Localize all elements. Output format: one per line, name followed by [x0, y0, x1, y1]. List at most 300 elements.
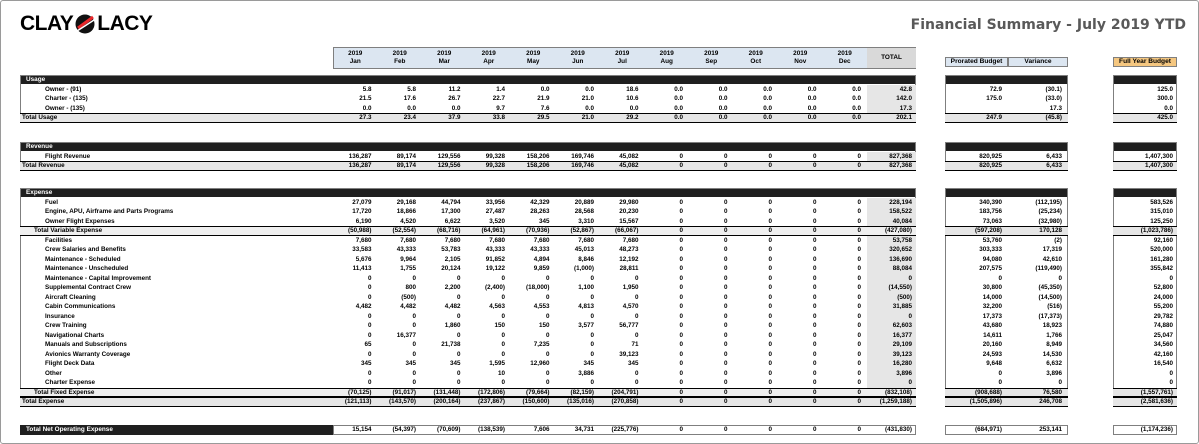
cell-jun: 45,013	[574, 246, 594, 253]
cell-mar: (131,448)	[433, 388, 461, 396]
cell-total: 16,377	[892, 331, 912, 339]
cell-jun: 0	[590, 341, 594, 348]
cell-total: (832,108)	[885, 388, 912, 396]
cell-feb: 89,174	[396, 152, 416, 160]
cell-jan: (50,988)	[348, 227, 372, 234]
cell-jan: 0	[367, 350, 372, 358]
cell-apr: 0	[501, 331, 505, 339]
cell-prorated-budget: 183,756	[979, 208, 1002, 215]
cell-variance: 0	[1058, 274, 1062, 282]
cell-prorated-budget: 0	[998, 379, 1002, 386]
cell-sep: 0	[723, 246, 728, 253]
row-label: Maintenance - Scheduled	[45, 255, 121, 263]
cell-sep: 0	[723, 379, 728, 386]
cell-oct: 0	[768, 236, 772, 244]
cell-aug: 0	[679, 208, 683, 215]
cell-aug: 0	[679, 162, 683, 169]
cell-may: 7,680	[533, 236, 550, 244]
cell-mar: 6,622	[444, 217, 461, 225]
net-cell-jun: 34,731	[574, 426, 594, 433]
cell-feb: (500)	[401, 293, 416, 301]
cell-apr: 7,680	[489, 236, 505, 244]
cell-full-year-budget: 583,526	[1150, 198, 1173, 206]
cell-apr: 0	[501, 312, 505, 320]
cell-full-year-budget: 24,000	[1153, 293, 1173, 301]
cell-oct: 0	[768, 322, 772, 329]
cell-may: 29.5	[537, 114, 550, 121]
cell-prorated-budget: 340,390	[979, 198, 1002, 206]
cell-oct: 0	[768, 398, 772, 405]
cell-variance: 6,632	[1046, 360, 1062, 367]
cell-variance: 246,708	[1039, 398, 1062, 405]
net-cell-aug: 0	[679, 426, 683, 433]
cell-full-year-budget: 300.0	[1157, 95, 1173, 102]
cell-total: 40,084	[892, 217, 912, 225]
cell-jun: 169,746	[571, 162, 594, 169]
cell-total: 29,109	[892, 341, 912, 348]
cell-feb: 0	[412, 379, 416, 386]
cell-jul: 4,570	[622, 303, 639, 310]
cell-aug: 0	[679, 217, 683, 225]
cell-feb: 89,174	[396, 162, 416, 169]
cell-jan: 4,482	[355, 303, 372, 310]
cell-full-year-budget: 52,800	[1153, 284, 1173, 291]
cell-prorated-budget: (908,688)	[975, 388, 1002, 396]
full-year-budget-header: Full Year Budget	[1113, 57, 1177, 67]
cell-jun: (82,159)	[570, 388, 594, 396]
cell-full-year-budget: 74,880	[1153, 322, 1173, 329]
cell-mar: 37.9	[448, 114, 461, 121]
cell-dec: 0	[857, 217, 861, 225]
cell-may: 0	[545, 379, 550, 386]
cell-feb: 0	[412, 350, 416, 358]
cell-nov: 0.0	[807, 114, 817, 121]
cell-oct: 0	[768, 312, 772, 320]
section-header-revenue: Revenue	[20, 142, 916, 151]
cell-nov: 0	[812, 350, 817, 358]
cell-nov: 0	[812, 312, 817, 320]
cell-nov: 0	[812, 369, 817, 377]
cell-aug: 0	[679, 312, 683, 320]
cell-variance: (33.0)	[1045, 95, 1062, 102]
cell-total: 228,194	[889, 198, 912, 206]
cell-sep: 0.0	[718, 104, 728, 112]
cell-jan: 0	[367, 322, 372, 329]
cell-total: 39,123	[892, 350, 912, 358]
cell-may: (79,664)	[526, 388, 550, 396]
row-label: Owner - (135)	[45, 104, 85, 112]
cell-jul: 71	[631, 341, 639, 348]
cell-prorated-budget: 303,333	[979, 246, 1002, 253]
cell-may: 345	[538, 217, 550, 225]
cell-full-year-budget: 0	[1169, 274, 1173, 282]
cell-aug: 0	[679, 303, 683, 310]
net-cell-prorated-budget: (684,971)	[975, 426, 1002, 433]
cell-jan: 27.3	[359, 114, 372, 121]
cell-sep: 0	[723, 217, 728, 225]
cell-total: 88,084	[892, 265, 912, 272]
cell-full-year-budget: 0.0	[1164, 104, 1173, 112]
month-header-oct: 2019 Oct	[748, 50, 763, 65]
cell-may: 4,894	[533, 255, 550, 263]
cell-prorated-budget: (597,208)	[975, 227, 1002, 234]
row-label: Fuel	[45, 198, 58, 206]
cell-aug: 0	[679, 293, 683, 301]
cell-variance: (25,234)	[1038, 208, 1062, 215]
cell-total: 17.3	[899, 104, 912, 112]
section-header-expense: Expense	[20, 188, 916, 197]
cell-variance: 6,433	[1046, 152, 1062, 160]
cell-mar: 26.7	[448, 95, 461, 102]
row-label: Total Revenue	[22, 162, 65, 169]
cell-feb: 4,482	[400, 303, 416, 310]
cell-mar: 20,124	[441, 265, 461, 272]
cell-jul: (66,067)	[615, 227, 639, 234]
cell-apr: 4,563	[489, 303, 505, 310]
cell-mar: 21,738	[441, 341, 461, 348]
cell-may: 0	[545, 331, 550, 339]
cell-jun: 3,577	[578, 322, 594, 329]
cell-variance: (32,980)	[1038, 217, 1062, 225]
cell-apr: 33.8	[492, 114, 505, 121]
cell-dec: 0.0	[852, 85, 861, 93]
cell-dec: 0	[857, 331, 861, 339]
cell-feb: 5.8	[407, 85, 416, 93]
cell-mar: (68,716)	[437, 227, 461, 234]
net-cell-total: (431,830)	[885, 426, 912, 433]
cell-jul: 345	[627, 360, 639, 367]
cell-jul: 45,082	[619, 152, 639, 160]
cell-prorated-budget: 820,925	[979, 162, 1002, 169]
cell-full-year-budget: 425.0	[1157, 114, 1173, 121]
cell-mar: 0	[456, 274, 461, 282]
cell-nov: 0	[812, 152, 817, 160]
cell-oct: 0	[768, 227, 772, 234]
cell-variance: (45.8)	[1045, 114, 1062, 121]
net-cell-variance: 253,141	[1039, 426, 1062, 433]
cell-prorated-budget: 207,575	[979, 265, 1002, 272]
cell-sep: 0	[723, 303, 728, 310]
net-operating-label: Total Net Operating Expense	[20, 425, 333, 435]
cell-apr: 3,520	[489, 217, 505, 225]
cell-sep: 0	[723, 236, 728, 244]
cell-total: 202.1	[896, 114, 912, 121]
row-label: Aircraft Cleaning	[45, 293, 96, 301]
cell-jul: 48,273	[619, 246, 639, 253]
cell-jul: 28,811	[619, 265, 639, 272]
cell-variance: (112,195)	[1035, 198, 1062, 206]
cell-prorated-budget: 14,611	[983, 331, 1002, 339]
cell-nov: 0	[812, 265, 817, 272]
cell-apr: 33,956	[485, 198, 505, 206]
month-header-nov: 2019 Nov	[793, 50, 808, 65]
cell-mar: 0.0	[451, 104, 461, 112]
cell-full-year-budget: (1,557,761)	[1140, 388, 1173, 396]
cell-total: 158,522	[889, 208, 912, 215]
row-label: Cabin Communications	[45, 303, 116, 310]
month-header-may: 2019 May	[526, 50, 541, 65]
cell-oct: 0	[768, 360, 772, 367]
cell-mar: 129,556	[437, 162, 461, 169]
cell-prorated-budget: 72.9	[989, 85, 1002, 93]
net-cell-apr: (138,539)	[478, 426, 505, 433]
row-label: Total Expense	[22, 398, 65, 405]
cell-jan: 0	[367, 379, 372, 386]
cell-feb: 1,755	[400, 265, 416, 272]
cell-sep: 0	[723, 284, 728, 291]
cell-oct: 0.0	[763, 114, 772, 121]
cell-jun: 20,889	[574, 198, 594, 206]
cell-dec: 0	[857, 379, 861, 386]
row-label: Engine, APU, Airframe and Parts Programs	[45, 208, 174, 215]
row-label: Insurance	[45, 312, 75, 320]
cell-aug: 0	[679, 227, 683, 234]
cell-nov: 0.0	[807, 85, 817, 93]
cell-jun: 345	[583, 360, 594, 367]
cell-dec: 0	[857, 274, 861, 282]
cell-total: 42.8	[899, 85, 912, 93]
cell-apr: 27,487	[485, 208, 505, 215]
cell-mar: 44,794	[441, 198, 461, 206]
cell-dec: 0	[857, 255, 861, 263]
cell-dec: 0	[857, 322, 861, 329]
cell-total: 16,280	[892, 360, 912, 367]
cell-may: 9,859	[533, 265, 550, 272]
cell-variance: 3,896	[1046, 369, 1062, 377]
cell-jul: 0	[634, 331, 639, 339]
cell-total: (1,259,188)	[879, 398, 912, 405]
cell-aug: 0.0	[674, 85, 683, 93]
cell-dec: 0.0	[852, 114, 861, 121]
net-cell-mar: (70,609)	[437, 426, 461, 433]
cell-sep: 0	[723, 360, 728, 367]
cell-prorated-budget: 94,080	[982, 255, 1002, 263]
cell-variance: 17,319	[1042, 246, 1062, 253]
cell-nov: 0	[812, 217, 817, 225]
cell-dec: 0	[857, 398, 861, 405]
cell-full-year-budget: 1,407,300	[1144, 152, 1173, 160]
cell-aug: 0	[679, 360, 683, 367]
cell-nov: 0	[812, 322, 817, 329]
row-label: Owner - (91)	[45, 85, 82, 93]
cell-sep: 0.0	[718, 85, 728, 93]
cell-oct: 0	[768, 369, 772, 377]
cell-dec: 0	[857, 369, 861, 377]
cell-dec: 0	[857, 341, 861, 348]
cell-full-year-budget: 315,010	[1150, 208, 1173, 215]
cell-oct: 0	[768, 246, 772, 253]
cell-jan: 17,720	[352, 208, 372, 215]
cell-aug: 0.0	[674, 95, 683, 102]
cell-mar: 7,680	[444, 236, 461, 244]
cell-feb: 18,866	[396, 208, 416, 215]
cell-jul: 18.6	[626, 85, 639, 93]
cell-mar: 4,482	[444, 303, 461, 310]
cell-feb: 29,168	[396, 198, 416, 206]
report-title: Financial Summary - July 2019 YTD	[910, 17, 1186, 33]
cell-mar: 0	[456, 331, 461, 339]
cell-sep: 0	[723, 322, 728, 329]
cell-dec: 0	[857, 284, 861, 291]
cell-variance: (14,500)	[1038, 293, 1062, 301]
cell-apr: 0	[501, 293, 505, 301]
row-label: Crew Training	[45, 322, 87, 329]
cell-oct: 0	[768, 198, 772, 206]
cell-jan: 5,676	[355, 255, 372, 263]
cell-dec: 0	[857, 227, 861, 234]
row-label: Owner Flight Expenses	[45, 217, 115, 225]
cell-sep: 0	[723, 331, 728, 339]
cell-apr: 0	[501, 274, 505, 282]
cell-oct: 0	[768, 303, 772, 310]
cell-nov: 0	[812, 388, 817, 396]
cell-dec: 0	[857, 312, 861, 320]
cell-prorated-budget: 17,373	[982, 312, 1002, 320]
row-label: Facilities	[45, 236, 72, 244]
cell-feb: 43,333	[396, 246, 416, 253]
cell-sep: 0	[723, 255, 728, 263]
cell-prorated-budget: 247.9	[986, 114, 1002, 121]
cell-jan: 136,287	[348, 162, 372, 169]
cell-full-year-budget: 0	[1169, 379, 1173, 386]
cell-jan: 0	[367, 331, 372, 339]
cell-variance: 17.3	[1049, 104, 1062, 112]
cell-jun: 169,746	[571, 152, 594, 160]
month-header-apr: 2019 Apr	[481, 50, 496, 65]
cell-variance: (17,373)	[1038, 312, 1062, 320]
cell-jun: 8,846	[578, 255, 594, 263]
cell-oct: 0	[768, 255, 772, 263]
row-label: Crew Salaries and Benefits	[45, 246, 126, 253]
cell-jul: 39,123	[619, 350, 639, 358]
cell-apr: (172,806)	[478, 388, 505, 396]
cell-prorated-budget: 20,160	[982, 341, 1002, 348]
cell-jun: 3,886	[578, 369, 594, 377]
cell-prorated-budget: 0	[998, 274, 1002, 282]
cell-oct: 0	[768, 284, 772, 291]
cell-nov: 0	[812, 162, 817, 169]
cell-full-year-budget: 92,160	[1153, 236, 1173, 244]
month-header-feb: 2019 Feb	[392, 50, 407, 65]
cell-prorated-budget: 9,648	[986, 360, 1002, 367]
cell-feb: 0	[412, 369, 416, 377]
cell-jun: (135,016)	[567, 398, 594, 405]
cell-jun: 0	[590, 379, 594, 386]
cell-may: 7.6	[540, 104, 550, 112]
cell-nov: 0	[812, 360, 817, 367]
cell-jun: 0	[590, 331, 594, 339]
cell-jun: 21.0	[581, 95, 594, 102]
cell-jan: 0	[367, 284, 372, 291]
cell-feb: 7,680	[400, 236, 416, 244]
cell-dec: 0	[857, 162, 861, 169]
cell-prorated-budget: 24,593	[982, 350, 1002, 358]
cell-sep: 0	[723, 293, 728, 301]
cell-jun: 21.0	[581, 114, 594, 121]
cell-full-year-budget: 34,560	[1153, 341, 1173, 348]
cell-variance: 76,580	[1042, 388, 1062, 396]
cell-oct: 0.0	[763, 85, 772, 93]
row-label: Maintenance - Capital Improvement	[45, 274, 152, 282]
cell-aug: 0	[679, 379, 683, 386]
cell-full-year-budget: 25,047	[1153, 331, 1173, 339]
cell-prorated-budget: 820,925	[979, 152, 1002, 160]
net-cell-jul: (225,776)	[611, 426, 639, 433]
cell-aug: 0	[679, 341, 683, 348]
cell-jan: 0	[367, 312, 372, 320]
cell-may: 4,553	[533, 303, 550, 310]
cell-oct: 0	[768, 208, 772, 215]
month-header-jun: 2019 Jun	[570, 50, 585, 65]
prorated-budget-header: Prorated Budget	[945, 57, 1008, 67]
cell-oct: 0	[768, 341, 772, 348]
cell-variance: 14,530	[1042, 350, 1062, 358]
cell-mar: 0	[456, 312, 461, 320]
cell-apr: (64,961)	[481, 227, 505, 234]
cell-jul: 15,567	[619, 217, 639, 225]
cell-sep: 0	[723, 265, 728, 272]
cell-may: 42,329	[530, 198, 550, 206]
cell-aug: 0	[679, 274, 683, 282]
row-label: Supplemental Contract Crew	[45, 284, 132, 291]
cell-sep: 0	[723, 208, 728, 215]
cell-nov: 0.0	[807, 104, 817, 112]
cell-jan: 0.0	[362, 104, 372, 112]
cell-jul: 7,680	[622, 236, 639, 244]
cell-full-year-budget: 0	[1169, 369, 1173, 377]
cell-nov: 0	[812, 274, 817, 282]
cell-may: 158,206	[526, 162, 550, 169]
month-header-jan: 2019 Jan	[348, 50, 363, 65]
cell-feb: 345	[405, 360, 416, 367]
cell-full-year-budget: 520,000	[1150, 246, 1173, 253]
cell-jun: 0	[590, 350, 594, 358]
cell-jul: 0	[634, 274, 639, 282]
cell-may: 0	[545, 369, 550, 377]
cell-may: 28,263	[530, 208, 550, 215]
cell-full-year-budget: 16,540	[1153, 360, 1173, 367]
cell-oct: 0	[768, 162, 772, 169]
cell-aug: 0.0	[674, 114, 683, 121]
cell-mar: 0	[456, 293, 461, 301]
cell-may: 0	[545, 350, 550, 358]
cell-prorated-budget: 30,800	[982, 284, 1002, 291]
cell-jun: 3,310	[578, 217, 594, 225]
cell-full-year-budget: (2,581,636)	[1140, 398, 1173, 405]
cell-nov: 0.0	[807, 95, 817, 102]
row-label: Navigational Charts	[45, 331, 105, 339]
cell-full-year-budget: 125,250	[1150, 217, 1173, 225]
cell-jul: 0	[634, 379, 639, 386]
cell-variance: 6,433	[1046, 162, 1062, 169]
row-label: Flight Revenue	[45, 152, 91, 160]
cell-apr: (237,867)	[478, 398, 505, 405]
cell-dec: 0	[857, 388, 861, 396]
cell-jun: 0.0	[585, 104, 594, 112]
cell-sep: 0	[723, 388, 728, 396]
total-header: TOTAL	[867, 48, 916, 68]
cell-jan: 0	[367, 369, 372, 377]
cell-feb: 9,964	[400, 255, 416, 263]
cell-jan: 27,079	[352, 198, 372, 206]
cell-mar: 1,860	[444, 322, 461, 329]
cell-jan: 65	[364, 341, 372, 348]
cell-full-year-budget: (1,023,786)	[1140, 227, 1173, 234]
cell-nov: 0	[812, 293, 817, 301]
variance-header: Variance	[1008, 57, 1068, 67]
cell-variance: (45,350)	[1038, 284, 1062, 291]
cell-feb: 0	[412, 274, 416, 282]
